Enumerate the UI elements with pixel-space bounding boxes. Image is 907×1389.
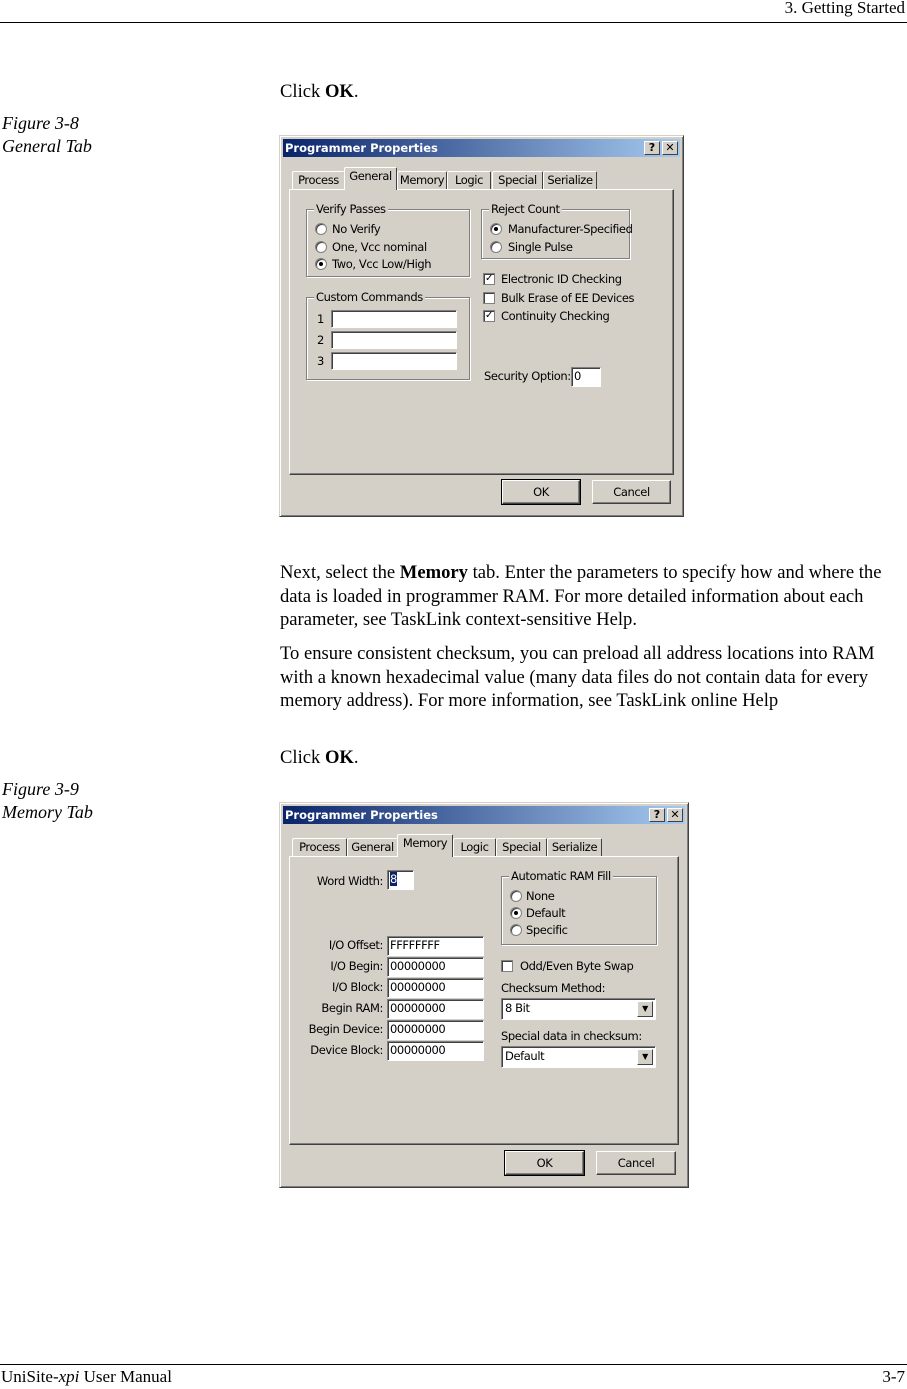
radio-no-verify[interactable] [315,223,327,235]
checkbox-label: Continuity Checking [501,309,610,323]
cancel-button[interactable]: Cancel [592,480,671,504]
verify-passes-group: Verify Passes [306,209,470,277]
radio-one-vcc-nominal[interactable] [315,241,327,253]
command-number: 3 [317,354,324,368]
radio-manufacturer-specified[interactable] [490,223,502,235]
device-block-label: Device Block: [310,1043,383,1057]
begin-device-label: Begin Device: [308,1022,383,1036]
checkbox-electronic-id[interactable]: ✓ [483,273,495,285]
page-number: 3-7 [882,1367,905,1386]
radio-label: One, Vcc nominal [332,240,427,254]
tab-memory[interactable]: Memory [397,171,447,190]
radio-default[interactable] [510,907,522,919]
checksum-method-select[interactable]: 8 Bit ▼ [501,998,656,1020]
security-option-input[interactable]: 0 [571,367,601,387]
tab-serialize[interactable]: Serialize [543,171,597,190]
close-icon[interactable]: ✕ [662,141,678,155]
io-offset-label: I/O Offset: [328,938,383,952]
tab-serialize[interactable]: Serialize [547,838,602,857]
begin-device-input[interactable]: 00000000 [387,1020,484,1040]
io-block-input[interactable]: 00000000 [387,978,484,998]
tab-logic[interactable]: Logic [447,171,491,190]
tab-memory[interactable]: Memory [397,834,453,857]
radio-label: Specific [526,923,568,937]
ok-button[interactable]: OK [505,1151,584,1175]
tab-special[interactable]: Special [496,838,547,857]
tab-general[interactable]: General [347,838,398,857]
figure-caption-3-9: Figure 3-9 Memory Tab [2,779,93,822]
word-width-input[interactable]: 8 [387,870,414,890]
programmer-properties-dialog-general [279,135,684,517]
begin-ram-input[interactable]: 00000000 [387,999,484,1019]
cancel-button[interactable]: Cancel [596,1151,676,1175]
automatic-ram-fill-group: Automatic RAM Fill [501,876,657,945]
ok-button[interactable]: OK [502,480,580,504]
checkbox-odd-even-byte-swap[interactable] [501,960,513,972]
memory-tab-instructions: Next, select the Memory tab. Enter the parameters to specify how and where the data is loaded in programmer RAM. For more detailed information about each parameter, see TaskLink context-sensitive Help. [280,562,882,630]
radio-label: Two, Vcc Low/High [332,257,432,271]
radio-label: Single Pulse [508,240,573,254]
radio-label: None [526,889,555,903]
help-icon[interactable]: ? [649,808,665,822]
help-icon[interactable]: ? [644,141,660,155]
special-data-label: Special data in checksum: [501,1029,642,1043]
radio-label: No Verify [332,222,381,236]
chevron-down-icon[interactable]: ▼ [637,1049,653,1065]
checkbox-label: Electronic ID Checking [501,272,622,286]
checkbox-continuity[interactable]: ✓ [483,310,495,322]
checkbox-label: Odd/Even Byte Swap [520,959,634,973]
chevron-down-icon[interactable]: ▼ [637,1001,653,1017]
dialog-title-bar: Programmer Properties ? ✕ [283,806,685,824]
security-option-label: Security Option: [484,369,571,383]
dialog-title-bar: Programmer Properties ? ✕ [283,139,680,157]
programmer-properties-dialog-memory [279,802,689,1188]
header-rule [0,22,907,23]
manual-title: UniSite-xpi User Manual [1,1367,172,1386]
io-begin-label: I/O Begin: [330,959,383,973]
instruction-click-ok-2: Click OK. [280,747,359,768]
instruction-click-ok-1: Click OK. [280,81,359,102]
tab-logic[interactable]: Logic [453,838,496,857]
io-block-label: I/O Block: [332,980,383,994]
command-number: 2 [317,333,324,347]
radio-two-vcc-low-high[interactable] [315,258,327,270]
io-begin-input[interactable]: 00000000 [387,957,484,977]
reject-count-group: Reject Count [481,209,630,259]
special-data-select[interactable]: Default ▼ [501,1046,656,1068]
tab-process[interactable]: Process [292,171,345,190]
tab-special[interactable]: Special [492,171,543,190]
checkbox-label: Bulk Erase of EE Devices [501,291,635,305]
close-icon[interactable]: ✕ [667,808,683,822]
device-block-input[interactable]: 00000000 [387,1041,484,1061]
command-number: 1 [317,312,324,326]
custom-command-2-input[interactable] [331,331,457,349]
radio-single-pulse[interactable] [490,241,502,253]
custom-commands-group: Custom Commands [306,297,470,380]
radio-specific[interactable] [510,924,522,936]
chapter-header: 3. Getting Started [784,0,905,17]
word-width-label: Word Width: [316,874,383,888]
io-offset-input[interactable]: FFFFFFFF [387,936,484,956]
begin-ram-label: Begin RAM: [321,1001,383,1015]
checksum-paragraph: To ensure consistent checksum, you can preload all address locations into RAM with a known hexadecimal value (many data files do not contain data for every memory address). For more information, see TaskLink online Help [280,643,875,711]
tab-general[interactable]: General [344,167,397,190]
footer-rule [0,1364,907,1365]
custom-command-3-input[interactable] [331,352,457,370]
checksum-method-label: Checksum Method: [501,981,606,995]
custom-command-1-input[interactable] [331,310,457,328]
radio-label: Manufacturer-Specified [508,222,633,236]
radio-label: Default [526,906,566,920]
checkbox-bulk-erase[interactable] [483,292,495,304]
figure-caption-3-8: Figure 3-8 General Tab [2,113,92,156]
radio-none[interactable] [510,890,522,902]
tab-process[interactable]: Process [292,838,347,857]
